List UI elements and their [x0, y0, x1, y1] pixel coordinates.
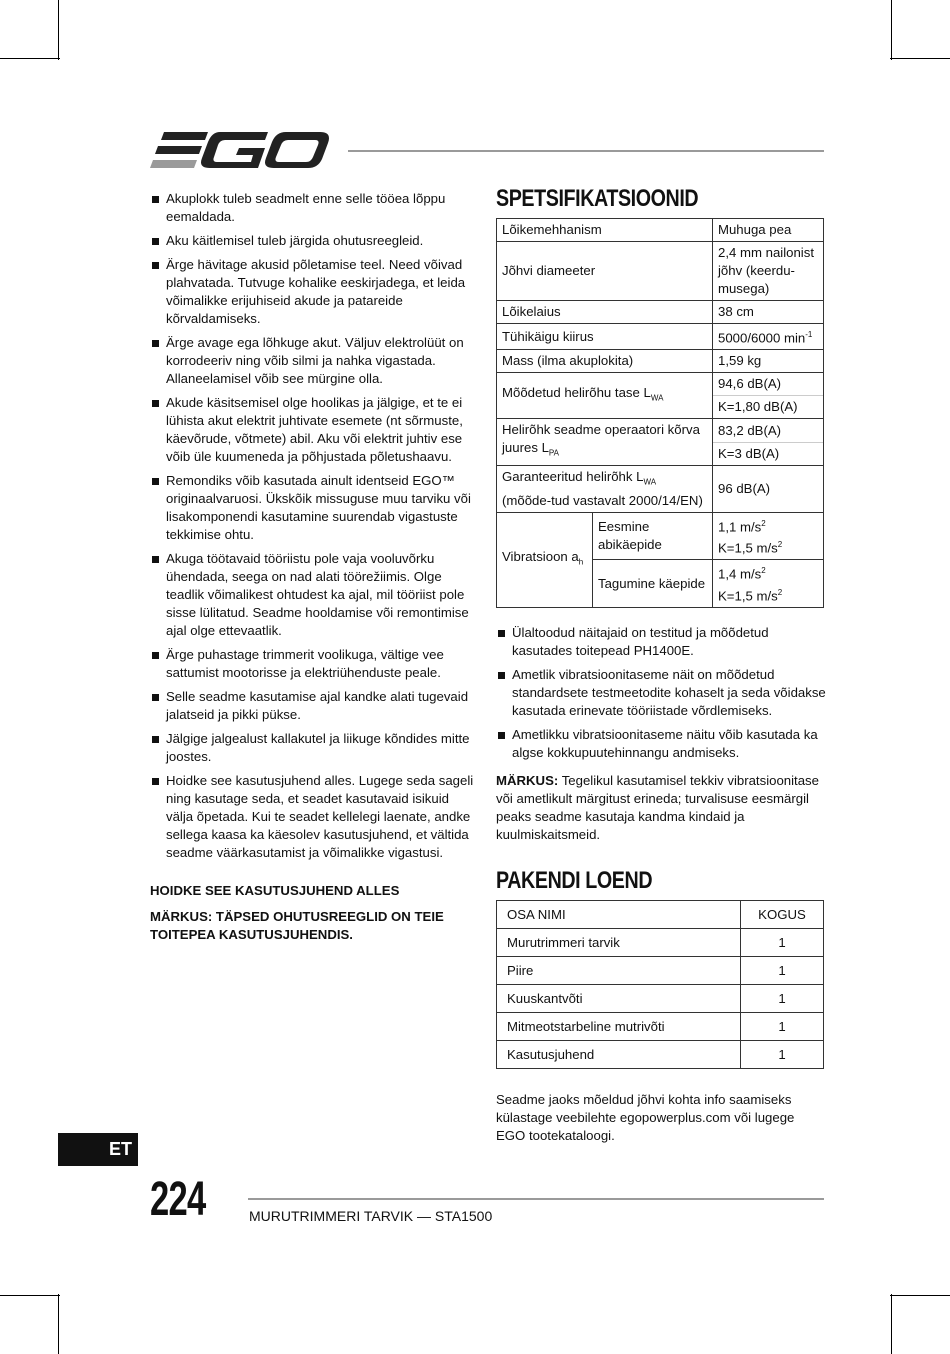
list-item: Jälgige jalgealust kallakutel ja liikuge kõndides mitte joostes.	[150, 730, 478, 766]
guaranteed-sub: WA	[643, 477, 657, 487]
list-item: Ärge avage ega lõhkuge akut. Väljuv elektrolüüt on korrodeeriv ning võib silmi ja nahka vigastada. Allaneelamisel võib see mürgine olla.	[150, 334, 478, 388]
item-name: Murutrimmeri tarvik	[497, 929, 741, 957]
spec-title: SPETSIFIKATSIOONID	[496, 185, 699, 212]
list-item: Hoidke see kasutusjuhend alles. Lugege seda sageli ning kasutage seda, et seadet kasutavaid isikuid välja õpetada. Kui te seadet kellelegi laenate, andke sellega kaasa ka käesolev kasutusjuhend, et vältida seadme väärkasutamist ja võimalikke vigastusi.	[150, 772, 478, 862]
page-number: 224	[150, 1173, 206, 1226]
table-cell: 1,59 kg	[712, 350, 823, 373]
keep-manual-note: HOIDKE SEE KASUTUSJUHEND ALLES	[150, 883, 400, 898]
table-cell: Tühikäigu kiirus	[497, 324, 713, 350]
table-cell	[712, 512, 823, 560]
table-row	[497, 929, 824, 957]
speed-sup: -1	[805, 330, 813, 339]
table-cell: Lõikemehhanism	[497, 219, 713, 242]
table-row	[497, 466, 824, 513]
list-item: Remondiks võib kasutada ainult identseid EGO™ originaalvaruosi. Ükskõik missuguse muu tarviku või lisakomponendi kasutamine suurendab vigastuste tekkimise ohtu.	[150, 472, 478, 544]
pressure-label: Helirõhk seadme operaatori kõrva juures L	[502, 422, 700, 456]
language-tab: ET	[58, 1133, 138, 1166]
vibration-note	[496, 772, 826, 844]
note-label: MÄRKUS:	[496, 773, 559, 789]
pack-title: PAKENDI LOEND	[496, 867, 653, 895]
line-info: Seadme jaoks mõeldud jõhvi kohta info saamiseks külastage veebilehte egopowerplus.com või lugege EGO tootekataloogi.	[496, 1092, 795, 1144]
header-qty: KOGUS	[741, 901, 824, 929]
front-value1	[718, 515, 818, 536]
safety-column	[150, 190, 478, 944]
power-label: Mõõdetud helirõhu tase L	[502, 385, 651, 401]
squared-sup: 2	[777, 587, 783, 597]
power-sub: WA	[650, 393, 664, 403]
table-cell	[497, 466, 713, 513]
list-item: Akuga töötavaid tööriistu pole vaja vooluvõrku ühendada, seega on nad alati töörežiimis. Olge teadlik võimalikest ohtudest ka ajal, mil tööriist pole sisse lülitatud. Seadme hooldamise või remontimise ajal olge ettevaatlik.	[150, 550, 478, 640]
table-row	[497, 242, 824, 301]
speed-value: 5000/6000 min	[717, 330, 806, 346]
front-value1-text: 1,1 m/s	[717, 519, 762, 535]
safety-list	[150, 190, 478, 862]
crop-mark	[890, 1295, 950, 1296]
table-cell	[712, 560, 823, 608]
item-name: Piire	[497, 957, 741, 985]
vibration-sub: h	[578, 557, 584, 567]
table-cell: Muhuga pea	[712, 219, 823, 242]
rear-value2	[718, 584, 818, 605]
list-item: Ärge puhastage trimmerit voolikuga, vältige vee sattumist mootorisse ja elektriühenduste peale.	[150, 646, 478, 682]
vibration-label: Vibratsioon a	[502, 549, 579, 565]
table-row	[497, 419, 824, 466]
table-cell	[497, 373, 713, 419]
pressure-value2: K=3 dB(A)	[717, 445, 780, 461]
table-row	[497, 324, 824, 350]
list-item: Aku käitlemisel tuleb järgida ohutusreegleid.	[150, 232, 478, 250]
table-row	[497, 985, 824, 1013]
list-item: Selle seadme kasutamise ajal kandke alati tugevaid jalatseid ja pikki pükse.	[150, 688, 478, 724]
footer-rule	[248, 1198, 824, 1200]
table-cell	[712, 419, 823, 466]
table-cell: Eesmine abikäepide	[593, 512, 713, 560]
table-cell: 2,4 mm nailonist jõhv (keerdu-musega)	[712, 242, 823, 301]
spec-column	[496, 185, 826, 1145]
pressure-sub: PA	[548, 449, 559, 459]
power-value2: K=1,80 dB(A)	[717, 399, 798, 415]
crop-mark	[890, 58, 950, 59]
item-qty: 1	[741, 929, 824, 957]
item-qty: 1	[741, 1041, 824, 1069]
table-row	[497, 350, 824, 373]
crop-mark	[891, 0, 892, 60]
header-name: OSA NIMI	[497, 901, 741, 929]
table-cell: 96 dB(A)	[712, 466, 823, 513]
header-rule	[348, 150, 824, 152]
table-row	[497, 957, 824, 985]
rear-value1	[718, 562, 818, 583]
list-item: Akude käsitsemisel olge hoolikas ja jälgige, et te ei lühista akut elektrit juhtivate esemete (nt sõrmuste, käevõrude, võtmete) abil. Aku või elektrit juhtiv ese võib üle kuumeneda ja põhjustada põletushaavu.	[150, 394, 478, 466]
front-value2	[718, 536, 818, 557]
remark-note: MÄRKUS: TÄPSED OHUTUSREEGLID ON TEIE TOITEPEA KASUTUSJUHENDIS.	[150, 909, 444, 942]
note-text: Tegelikul kasutamisel tekkiv vibratsioonitase või ametlikult märgitust erineda; turvalisuse eesmärgil peaks seadme kasutaja kandma kindaid ja kuulmiskaitsmeid.	[496, 773, 819, 843]
list-item: Akuplokk tuleb seadmelt enne selle tööea lõppu eemaldada.	[150, 190, 478, 226]
item-qty: 1	[741, 1013, 824, 1041]
pressure-value1: 83,2 dB(A)	[713, 420, 823, 443]
spec-table	[496, 218, 824, 608]
front-value2-text: K=1,5 m/s	[717, 540, 778, 556]
table-cell: 38 cm	[712, 301, 823, 324]
list-item: Ülaltoodud näitajaid on testitud ja mõõdetud kasutades toitepead PH1400E.	[496, 624, 826, 660]
document-title: MURUTRIMMERI TARVIK — STA1500	[249, 1208, 493, 1224]
table-row	[497, 1013, 824, 1041]
table-cell: Jõhvi diameeter	[497, 242, 713, 301]
pack-table	[496, 900, 824, 1069]
item-qty: 1	[741, 957, 824, 985]
crop-mark	[0, 1295, 60, 1296]
list-item: Ametlik vibratsioonitaseme näit on mõõdetud standardsete testmeetodite kohaselt ja seda võidakse kasutada erinevate tööriistade võrdlemiseks.	[496, 666, 826, 720]
table-cell	[497, 419, 713, 466]
table-row	[497, 512, 824, 560]
table-row	[497, 373, 824, 419]
list-item: Ametlikku vibratsioonitaseme näitu võib kasutada ka algse kokkupuutehinnangu andmiseks.	[496, 726, 826, 762]
rear-value1-text: 1,4 m/s	[717, 566, 762, 582]
item-name: Kuuskantvõti	[497, 985, 741, 1013]
item-qty: 1	[741, 985, 824, 1013]
crop-mark	[58, 1294, 59, 1354]
squared-sup: 2	[777, 540, 783, 550]
table-cell: Mass (ilma akuplokita)	[497, 350, 713, 373]
crop-mark	[891, 1294, 892, 1354]
ego-logo	[150, 128, 330, 172]
table-cell	[712, 324, 823, 350]
table-row	[497, 1041, 824, 1069]
guaranteed-label: Garanteeritud helirõhk L	[502, 469, 644, 485]
guaranteed-label-b: (mõõde-tud vastavalt 2000/14/EN)	[502, 492, 703, 508]
table-row	[497, 219, 824, 242]
table-row	[497, 301, 824, 324]
squared-sup: 2	[761, 518, 766, 528]
list-item: Ärge hävitage akusid põletamise teel. Need võivad plahvatada. Tutvuge kohalike eeskirjadega, et leida võimalikke erijuhiseid akude ja patareide kõrvaldamiseks.	[150, 256, 478, 328]
rear-value2-text: K=1,5 m/s	[717, 588, 778, 604]
squared-sup: 2	[761, 566, 766, 576]
table-cell	[712, 373, 823, 419]
table-cell: Lõikelaius	[497, 301, 713, 324]
table-header-row	[497, 901, 824, 929]
table-cell: Tagumine käepide	[593, 560, 713, 608]
item-name: Mitmeotstarbeline mutrivõti	[497, 1013, 741, 1041]
crop-mark	[58, 0, 59, 60]
power-value1: 94,6 dB(A)	[713, 373, 823, 396]
spec-notes-list	[496, 624, 826, 762]
crop-mark	[0, 58, 60, 59]
item-name: Kasutusjuhend	[497, 1041, 741, 1069]
table-cell	[497, 512, 593, 608]
